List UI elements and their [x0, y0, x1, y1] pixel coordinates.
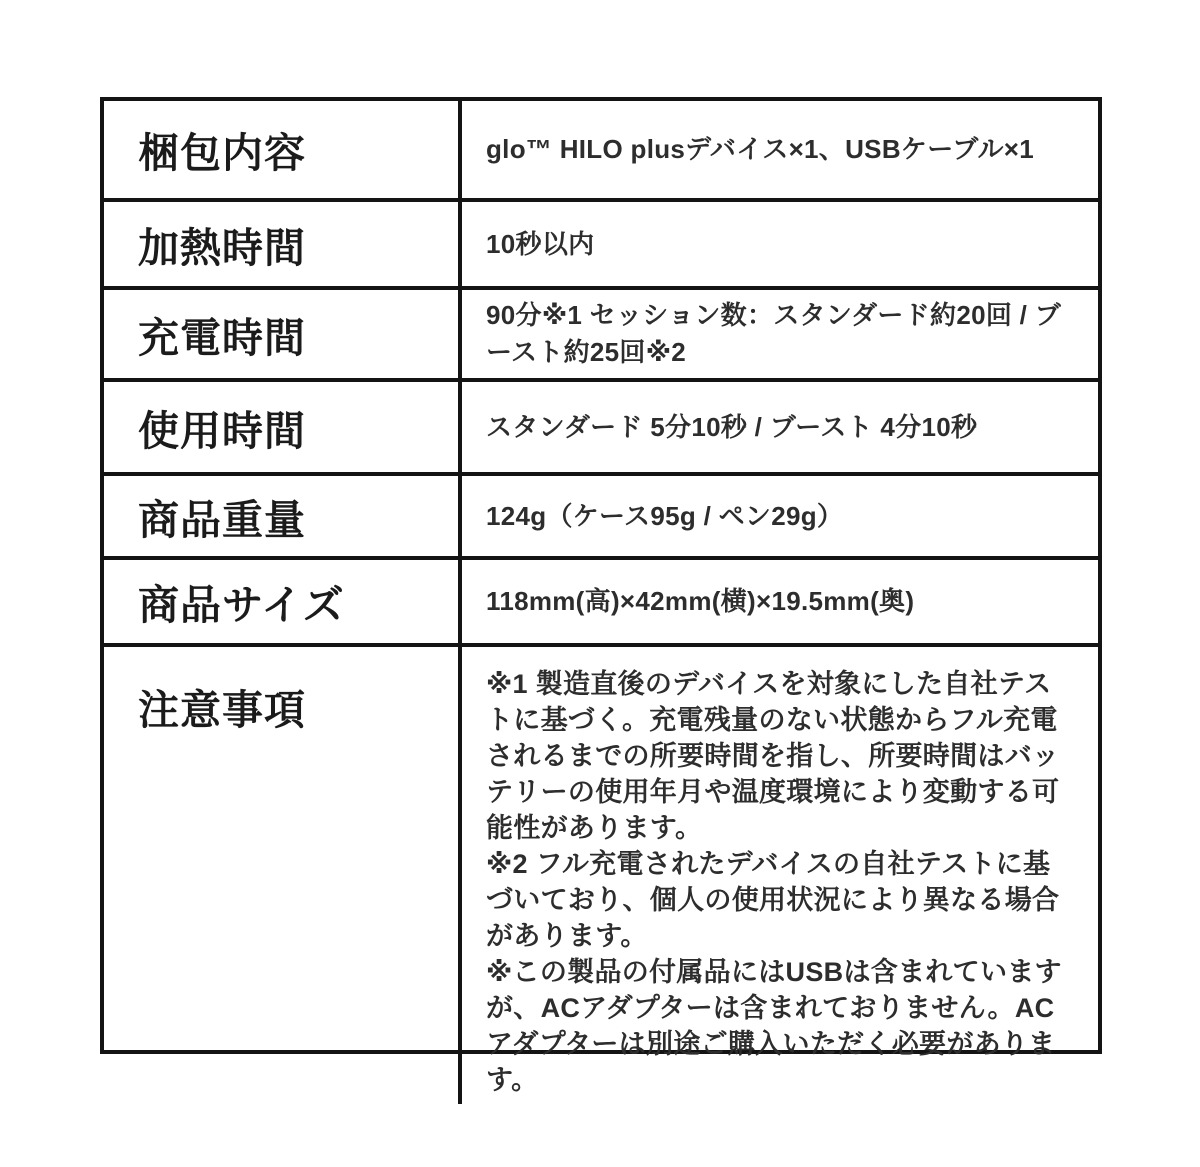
row-label: 使用時間: [104, 382, 462, 472]
row-label: 加熱時間: [104, 202, 462, 286]
table-row-precautions: [104, 643, 1098, 1095]
row-value: 10秒以内: [486, 228, 595, 259]
table-row-product-weight: [104, 472, 1098, 556]
row-value: 124g（ケース95g / ペン29g）: [486, 500, 844, 531]
row-label: 商品サイズ: [104, 560, 462, 643]
table-row-heating-time: [104, 198, 1098, 286]
table-row-package-contents: [104, 101, 1098, 198]
row-value: glo™ HILO plusデバイス×1、USBケーブル×1: [486, 134, 1035, 164]
table-row-usage-time: [104, 378, 1098, 472]
row-value: スタンダード 5分10秒 / ブースト 4分10秒: [486, 411, 978, 442]
row-label: 充電時間: [104, 290, 462, 378]
row-label: 注意事項: [104, 647, 462, 1104]
product-spec-table: [100, 97, 1102, 1095]
note-2: ※2 フル充電されたデバイスの自社テストに基づいており、個人の使用状況により異なる場合があります。: [486, 849, 1060, 951]
row-value: 90分※1 セッション数：スタンダード約20回 / ブースト約25回※2: [486, 300, 1062, 367]
note-3: ※この製品の付属品にはUSBは含まれていますが、ACアダプターは含まれておりません。ACアダプターは別途ご購入いただく必要があります。: [486, 957, 1062, 1095]
note-1: ※1 製造直後のデバイスを対象にした自社テストに基づく。充電残量のない状態からフル充電されるまでの所要時間を指し、所要時間はバッテリーの使用年月や温度環境により変動する可能性があります。: [486, 669, 1060, 843]
row-value: 118mm(高)×42mm(横)×19.5mm(奥): [486, 586, 915, 616]
row-value-notes: [462, 647, 1098, 1104]
row-label: 梱包内容: [104, 101, 462, 198]
table-row-product-size: [104, 556, 1098, 643]
table-row-charging-time: [104, 286, 1098, 378]
row-label: 商品重量: [104, 476, 462, 556]
